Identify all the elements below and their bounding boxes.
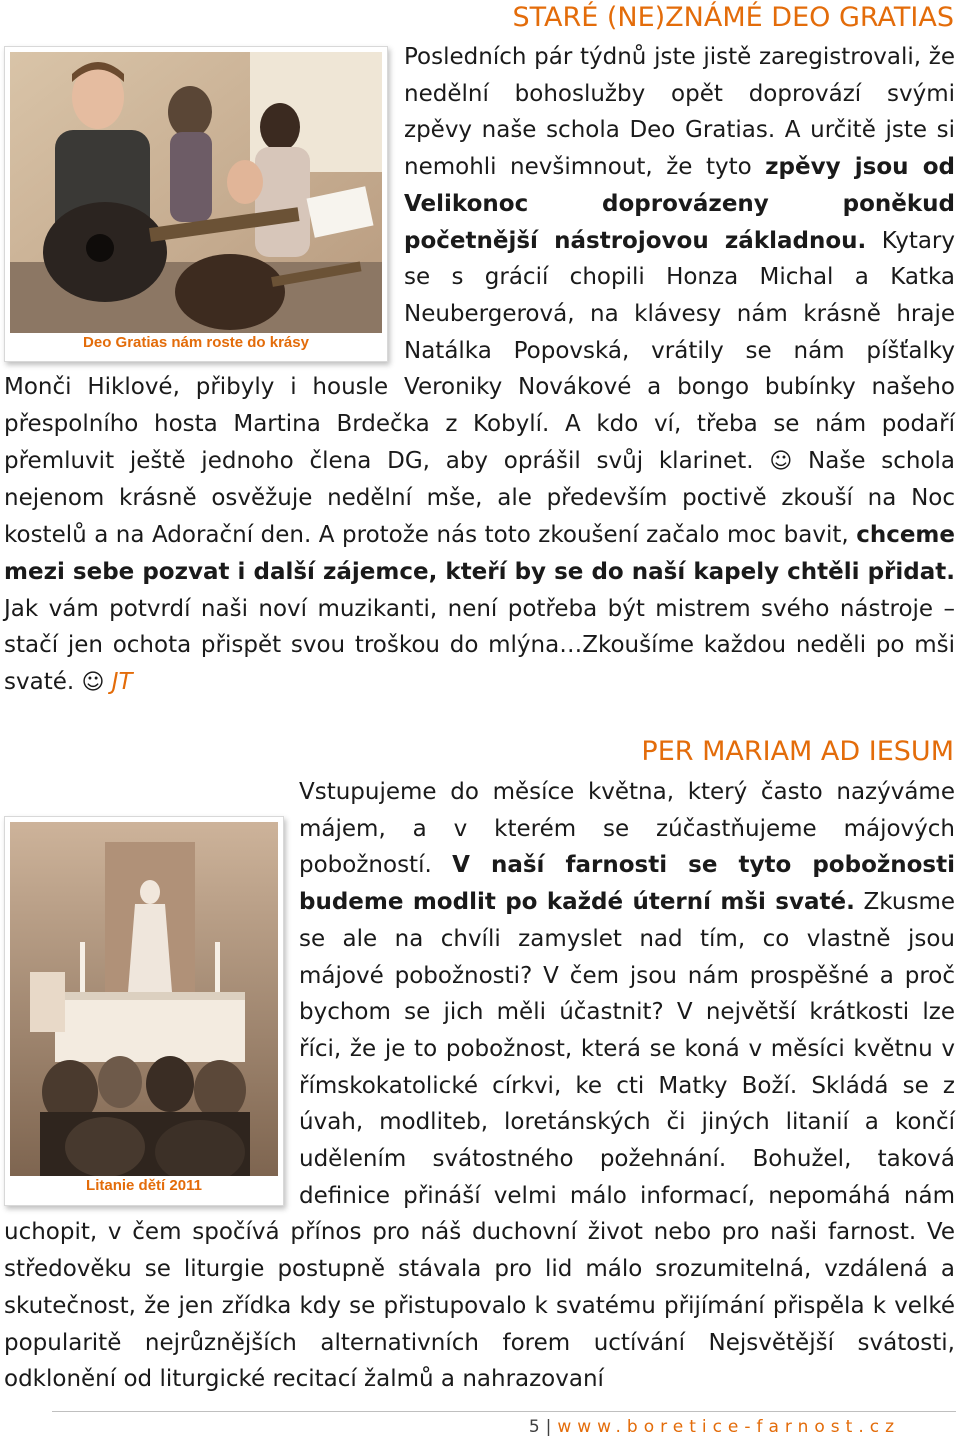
schola-photo-image <box>10 52 382 333</box>
footer-website-link[interactable]: www.boretice-farnost.cz <box>557 1417 900 1437</box>
article-text: Naše schola nejenom krásně osvěžuje nedělní mše, ale především poctivě zkouší na Noc kostelů a na Adorační den. A protože nás toto zkoušení začalo moc bavit, <box>4 447 955 549</box>
article-text: Vstupujeme do měsíce května, který často nazýváme májem, a v kterém se zúčastňujeme májových pobožností. <box>299 779 955 879</box>
footer-separator: | <box>545 1417 552 1437</box>
article-deo-gratias <box>4 39 955 702</box>
article-title-per-mariam: PER MARIAM AD IESUM <box>641 736 954 767</box>
article-bold-text: V naší farnosti se tyto pobožnosti budeme modlit po každé úterní mši svaté. <box>299 852 955 916</box>
article-text: Posledních pár týdnů jste jistě zaregistrovali, že nedělní bohoslužby opět doprovází svými zpěvy naše schola Deo Gratias. A určitě jste si nemohli nevšimnout, že tyto <box>404 44 955 181</box>
photo-caption-deo-gratias: Deo Gratias nám roste do krásy <box>83 334 309 351</box>
article-text: Kytary se s grácií chopili Honza Michal a Katka Neubergerová, na klávesy nám krásně hraje Natálka Popovská, vrátily se nám píšťalky Monči Hiklové, přibyly i housle Veroniky Novákové a bongo bubínky našeho přespolního hosta Martina Brdečka z Kobylí. A kdo ví, třeba se nám podaří přemluvit ještě jednoho člena DG, aby oprášil svůj klarinet. <box>4 227 955 474</box>
page-footer <box>529 1417 900 1437</box>
article-bold-text: zpěvy jsou od Velikonoc doprovázeny poněkud početnější nástrojovou základnou. <box>404 154 956 254</box>
smiley-icon: ☺ <box>81 669 105 695</box>
litanie-photo-image <box>10 822 278 1176</box>
article-text: Jak vám potvrdí naši noví muzikanti, není potřeba být mistrem svého nástroje – stačí jen ochota přispět svou troškou do mlýna…Zkoušíme každou neděli po mši svaté. <box>4 595 955 695</box>
page-number: 5 <box>528 1417 540 1437</box>
photo-schola-musicians <box>4 46 388 362</box>
article-bold-text: chceme mezi sebe pozvat i další zájemce, kteří by se do naší kapely chtěli přidat. <box>4 522 955 585</box>
smiley-icon: ☺ <box>769 448 793 474</box>
article-per-mariam <box>4 774 955 1398</box>
footer-divider <box>52 1411 956 1412</box>
photo-litanie-children <box>4 816 284 1206</box>
article-title-deo-gratias: STARÉ (NE)ZNÁMÉ DEO GRATIAS <box>512 2 954 33</box>
article-text: Zkusme se ale na chvíli zamyslet nad tím, co vlastně jsou májové pobožnosti? V čem jsou nám prospěšné a proč bychom se jich měli účastnit? V největší krátkosti lze říci, že je to pobožnost, která se koná v měsíci květnu v římskokatolické církvi, ke cti Matky Boží. Skládá se z úvah, modliteb, loretánských či jiných litanií a končí udělením svátostného požehnání. Bohužel, taková definice přináší velmi málo informací, nepomáhá nám uchopit, v čem spočívá přínos pro náš duchovní život nebo pro naši farnost. Ve středověku se liturgie postupně stávala pro lid málo srozumitelná, vzdálená a skutečnost, že jen zřídka kdy se přistupovalo k svatému přijímání přispěla k velké popularitě nejrůznějších alternativních forem uctívání Nejsvětější svátosti, odklonění od liturgické recitací žalmů a nahrazovaní <box>4 889 955 1393</box>
photo-caption-litanie: Litanie dětí 2011 <box>86 1177 202 1194</box>
author-signature: JT <box>111 668 133 695</box>
